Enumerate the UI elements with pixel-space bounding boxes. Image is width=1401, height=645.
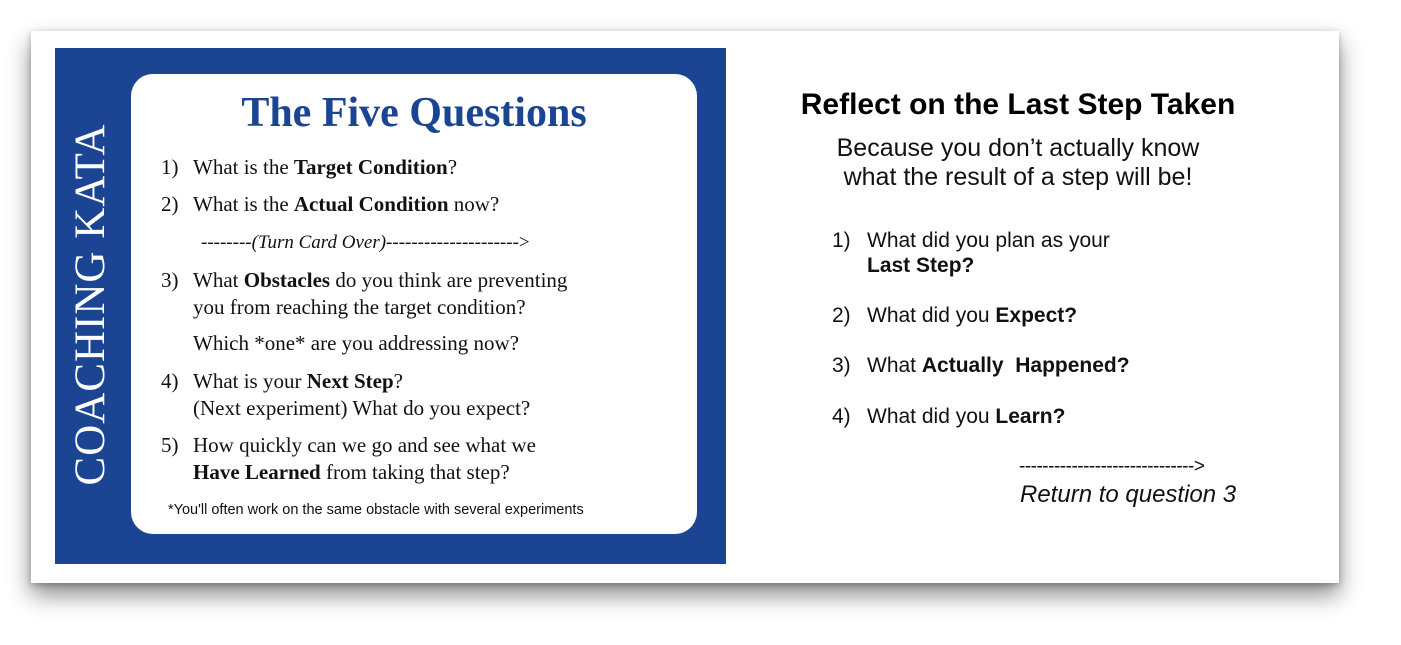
- dashed-arrow: ------------------------------>: [1019, 456, 1205, 477]
- reflect-title: Reflect on the Last Step Taken: [800, 88, 1236, 121]
- text-part: What is the: [193, 192, 294, 216]
- emphasis: Learn?: [995, 405, 1066, 428]
- five-questions-card: [131, 74, 697, 534]
- side-label: COACHING KATA: [67, 123, 114, 486]
- subtitle-line: Because you don’t actually know: [836, 134, 1200, 162]
- reflect-subtitle: [757, 134, 1279, 192]
- text-part: What is the: [193, 155, 294, 179]
- turn-card-over-note: [201, 232, 530, 254]
- text-part: What: [867, 354, 922, 377]
- dashes-left: --------: [201, 232, 252, 253]
- text-part: do you think are preventing: [330, 268, 568, 292]
- footnote: *You'll often work on the same obstacle with several experiments: [168, 502, 584, 518]
- question-text: [193, 267, 567, 294]
- text-part: from taking that step?: [320, 460, 510, 484]
- question-number: 2): [161, 192, 179, 216]
- text-part: What is your: [193, 369, 307, 393]
- question-text: [193, 191, 499, 218]
- question-text: [193, 368, 403, 395]
- emphasis: Next Step: [306, 369, 394, 393]
- question-number: 3): [832, 354, 851, 377]
- question-text: [867, 303, 1077, 328]
- card-title: The Five Questions: [241, 90, 587, 136]
- emphasis: Target Condition: [293, 155, 448, 179]
- question-text: [193, 154, 457, 181]
- text-part: What did you: [867, 405, 996, 428]
- turn-over-text: (Turn Card Over): [251, 232, 387, 253]
- question-number: 5): [161, 433, 179, 457]
- question-number: 2): [832, 304, 851, 327]
- reflect-question-1-line-2: [867, 253, 974, 278]
- return-note: Return to question 3: [1020, 481, 1237, 508]
- question-text: How quickly can we go and see what we: [193, 433, 536, 457]
- text-part: What: [193, 268, 244, 292]
- subtitle-line: what the result of a step will be!: [843, 163, 1193, 191]
- question-4-line-2: (Next experiment) What do you expect?: [193, 396, 531, 420]
- question-text: What did you plan as your: [867, 229, 1110, 252]
- text-part: ?: [447, 155, 458, 179]
- question-3-line-2: you from reaching the target condition?: [193, 295, 526, 319]
- question-number: 4): [161, 369, 179, 393]
- text-part: now?: [448, 192, 500, 216]
- emphasis: Obstacles: [243, 268, 331, 292]
- question-text: [867, 353, 1130, 378]
- emphasis: Last Step?: [867, 254, 975, 277]
- text-part: ?: [393, 369, 403, 393]
- dashes-right: --------------------->: [386, 232, 530, 253]
- question-number: 1): [161, 155, 179, 179]
- question-5-line-2: [193, 459, 510, 486]
- emphasis: Actual Condition: [293, 192, 449, 216]
- question-3-line-3: Which *one* are you addressing now?: [193, 331, 519, 355]
- question-number: 1): [832, 229, 851, 252]
- question-text: [867, 404, 1065, 429]
- emphasis: Expect?: [995, 304, 1078, 327]
- question-number: 3): [161, 268, 179, 292]
- text-part: What did you: [867, 304, 996, 327]
- emphasis: Have Learned: [193, 460, 321, 484]
- emphasis: Actually Happened?: [921, 354, 1130, 377]
- question-number: 4): [832, 405, 851, 428]
